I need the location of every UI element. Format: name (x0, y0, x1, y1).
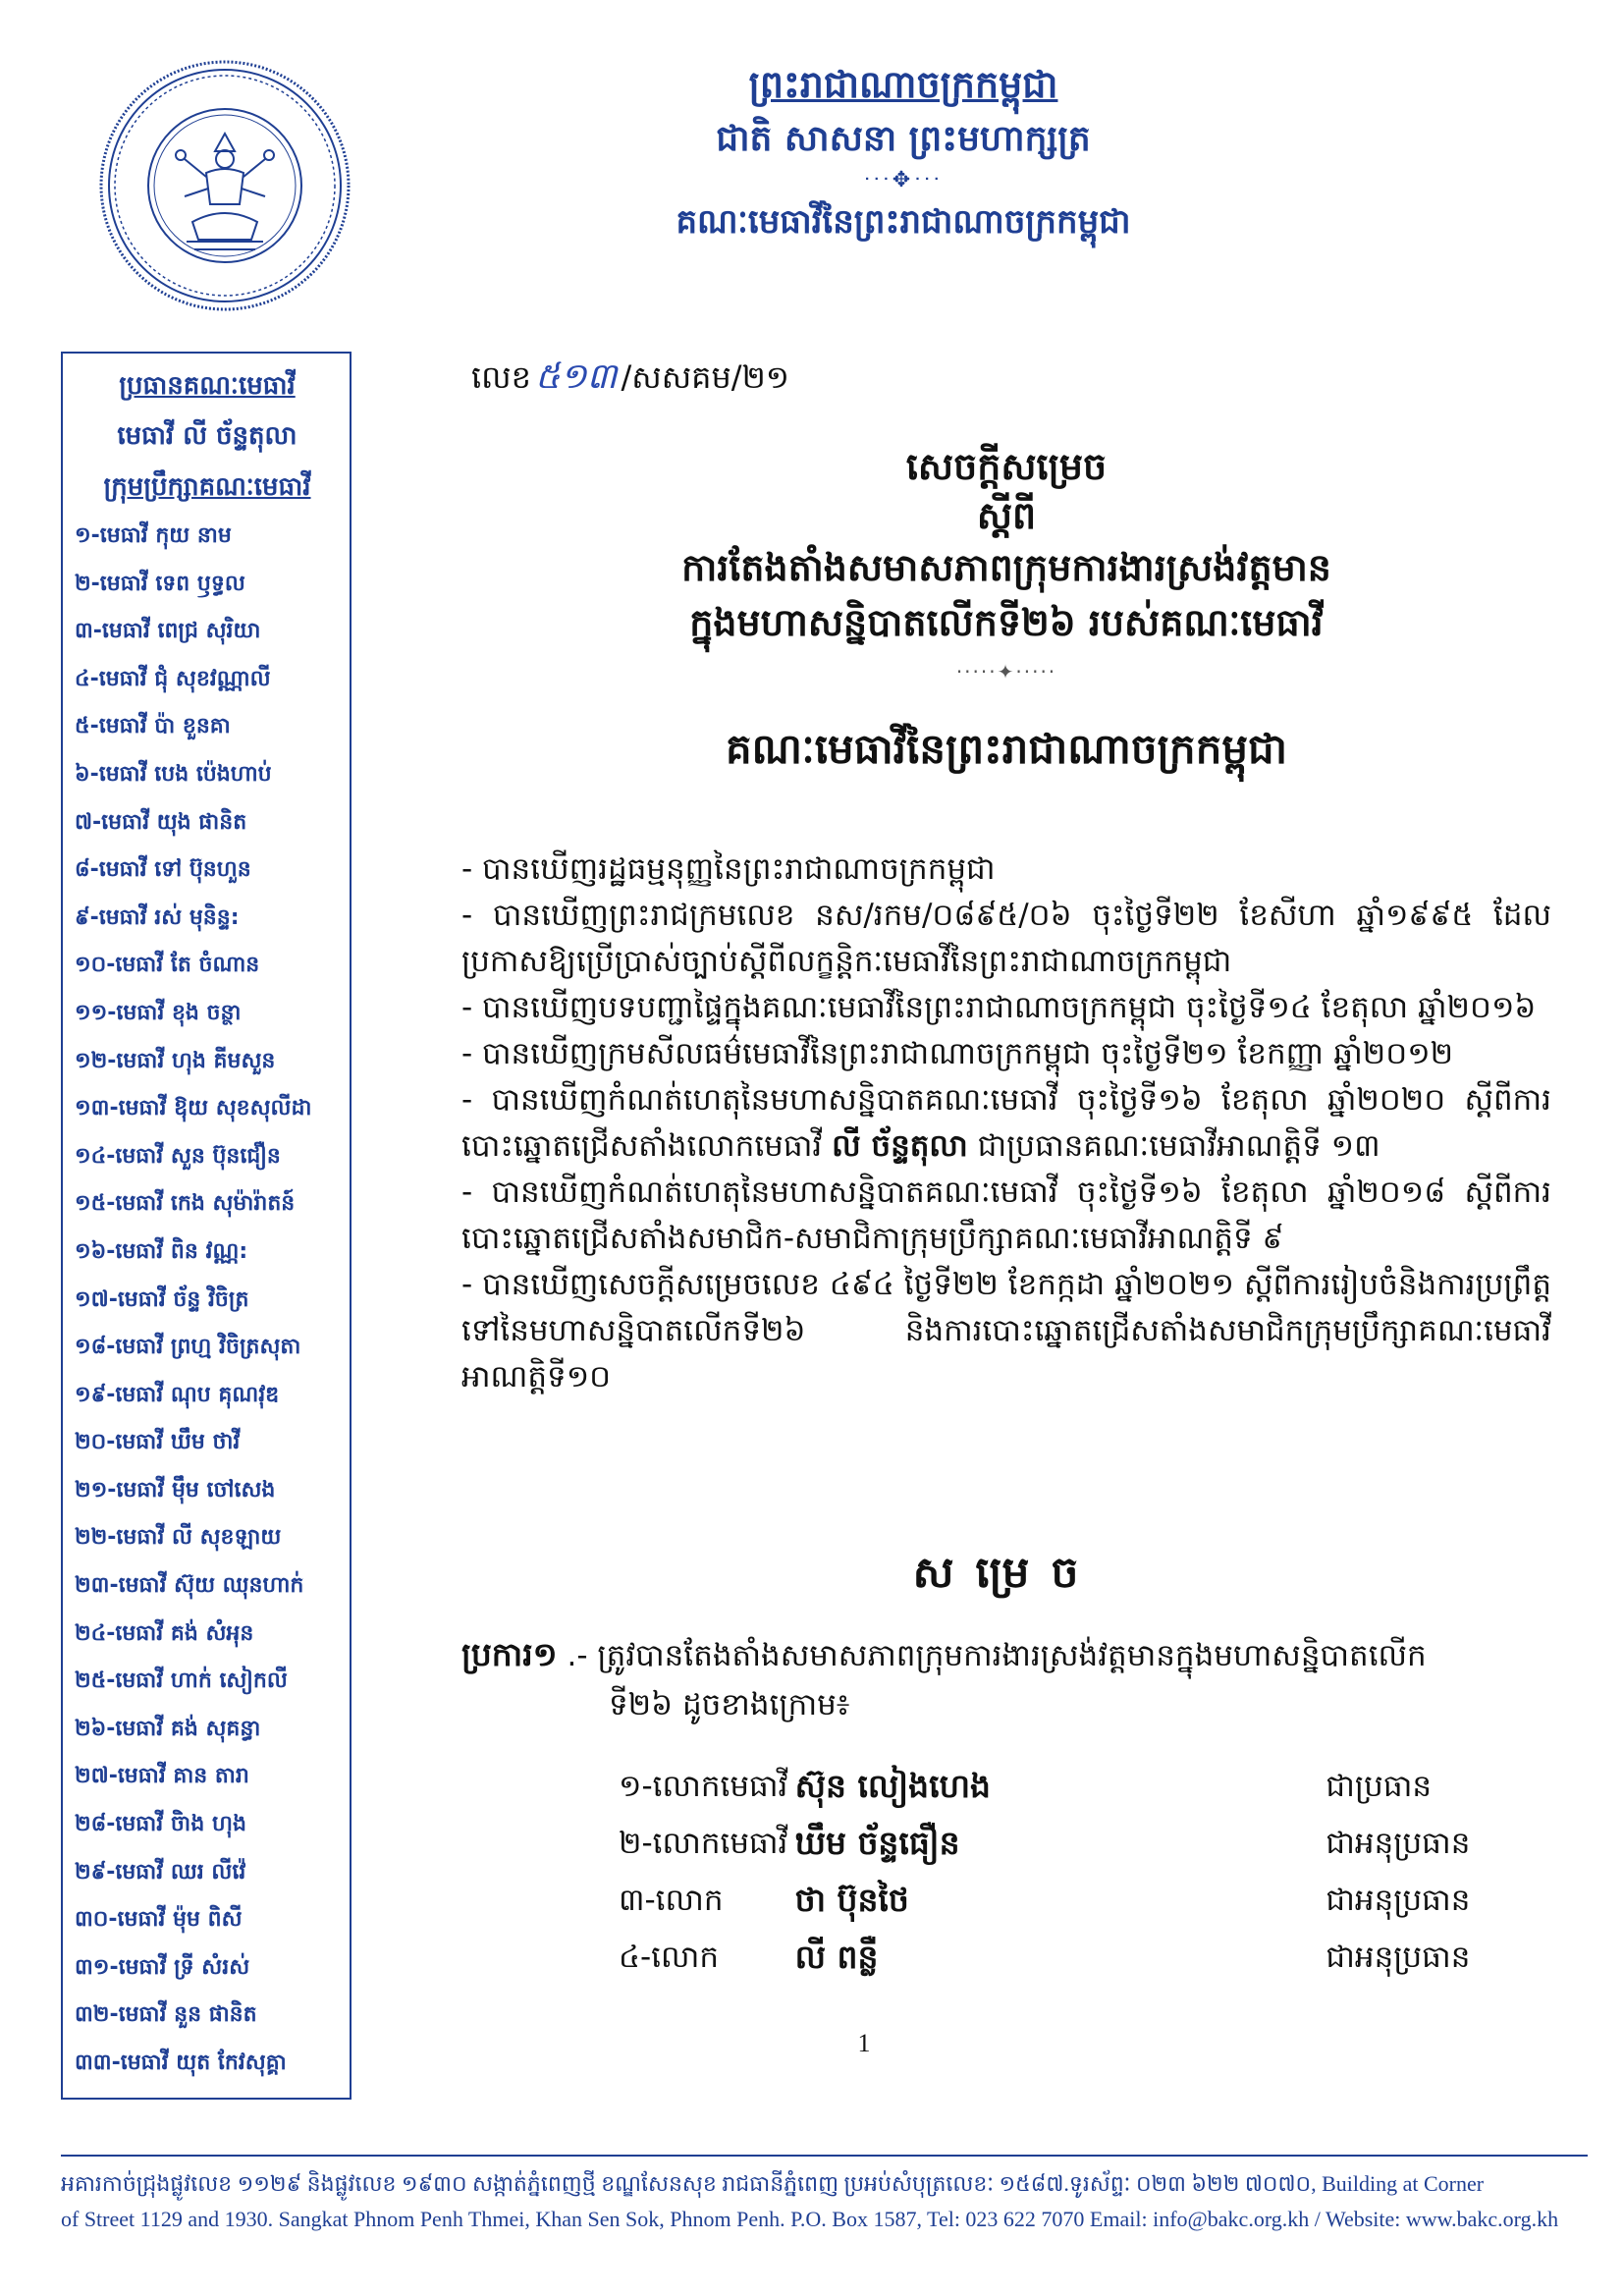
council-member: ៩-មេធាវី រស់ មុនិន្ទ: (75, 904, 240, 930)
council-member: ២៥-មេធាវី ហាក់ សៀកលី (75, 1668, 288, 1694)
council-member: ១១-មេធាវី ខុង ចន្ថា (75, 1000, 242, 1025)
article-text: ត្រូវបានតែងតាំងសមាសភាពក្រុមការងារស្រង់វត្តមានក្នុងមហាសន្និបាតលើក (597, 1638, 1427, 1673)
appointee-name: លី ពន្លឺ (794, 1938, 879, 1976)
appointee-role: ជាប្រធាន (1325, 1769, 1433, 1804)
council-member-list (75, 513, 340, 2088)
footer-line-1: អគារកាច់ជ្រុងផ្លូវលេខ ១១២៩ និងផ្លូវលេខ ១៩៣០ សង្កាត់ភ្នំពេញថ្មី ខណ្ឌសែនសុខ រាជធានីភ្នំពេញ ប្រអប់សំបុត្រលេខៈ ១៥៨៧.ទូរស័ព្ទៈ ០២៣ ៦២២ ៧០៧០, Building at Corner (61, 2171, 1485, 2196)
council-member: ២៨-មេធាវី ចិាង ហុង (75, 1812, 246, 1837)
council-sidebar (61, 352, 352, 2100)
council-heading: ក្រុមប្រឹក្សាគណៈមេធាវី (103, 472, 311, 502)
regarding-label: ស្តីពី (976, 494, 1037, 537)
council-member: ៨-មេធាវី ទៅ ប៊ុនហួន (75, 857, 251, 883)
council-member: ១៩-មេធាវី ណុប គុណវុឌ (75, 1382, 280, 1407)
council-member: ១៨-មេធាវី ព្រហ្ម វិចិត្រសុតា (75, 1335, 301, 1360)
consideration-item (461, 985, 1551, 1031)
issuing-authority: គណៈមេធាវីនៃព្រះរាជាណាចក្រកម្ពុជា (725, 725, 1288, 773)
appointee-prefix: ៤-លោក (619, 1940, 720, 1975)
appointee-name: ស៊ុន លៀងហេង (794, 1767, 991, 1805)
council-member: ២៣-មេធាវី ស៊ុយ ឈុនហាក់ (75, 1573, 304, 1599)
appointee-role: ជាអនុប្រធាន (1325, 1826, 1471, 1861)
council-member: ២៤-មេធាវី គង់ សំអុន (75, 1620, 254, 1646)
footer-address (61, 2166, 1588, 2237)
article-label: ប្រការ១ (461, 1635, 558, 1673)
organization-name: គណៈមេធាវីនៃព្រះរាជាណាចក្រកម្ពុជា (676, 202, 1131, 242)
page-number: 1 (857, 2029, 871, 2057)
consideration-item (461, 1077, 1551, 1170)
bar-association-seal (96, 57, 353, 314)
national-motto: ជាតិ សាសនា ព្រះមហាក្សត្រ (716, 119, 1091, 159)
consideration-text-continued: ជាប្រធានគណៈមេធាវីអាណត្តិទី ១៣ (967, 1128, 1380, 1164)
considerations-list (461, 847, 1551, 1400)
council-member: ១៤-មេធាវី សួន ប៊ុនជឿន (75, 1143, 281, 1169)
ornament-divider: ᐧᐧᐧ✥ᐧᐧᐧ (863, 168, 944, 192)
consideration-item (461, 1170, 1551, 1262)
council-member: ៣២-មេធាវី នួន ផានិត (75, 2002, 257, 2028)
appointee-prefix: ៣-លោក (619, 1883, 724, 1918)
council-member: ២៩-មេធាវី ឈរ លីវ៉េ (75, 1859, 246, 1885)
consideration-item (461, 893, 1551, 985)
council-member: ៦-មេធាវី បេង ប៉េងហាប់ (75, 761, 272, 787)
council-member: ៣៣-មេធាវី យុត កែវសុគ្គា (75, 2050, 287, 2075)
article-1 (461, 1630, 1551, 1729)
letterhead (550, 57, 1257, 249)
council-member: ៣១-មេធាវី ទ្រី សំរស់ (75, 1954, 250, 1980)
council-member: ២៧-មេធាវី គាន តារា (75, 1764, 249, 1789)
consideration-item (461, 1262, 1551, 1400)
subject-line-1: ការតែងតាំងសមាសភាពក្រុមការងារស្រង់វត្តមាន (681, 546, 1331, 589)
council-member: ២១-មេធាវី ម៉ឹម ចៅសេង (75, 1477, 276, 1503)
consideration-text: - បានឃើញកំណត់ហេតុនៃមហាសន្និបាតគណៈមេធាវី ចុះថ្ងៃទី១៦ ខែតុលា ឆ្នាំ២០១៨ ស្តីពីការបោះឆ្នោតជ្រើសតាំងសមាជិក-សមាជិកាក្រុមប្រឹក្សាគណៈមេធាវីអាណត្តិទី ៩ (461, 1175, 1551, 1256)
title-divider: ·····✦····· (955, 660, 1057, 683)
council-member: ៧-មេធាវី យុង ផានិត (75, 809, 247, 835)
footer-divider (61, 2155, 1588, 2157)
council-member: ២-មេធាវី ទេព ឫទ្ធល (75, 571, 245, 596)
council-member: ១២-មេធាវី ហុង គីមសួន (75, 1048, 276, 1073)
president-name: មេធាវី លី ច័ន្ទតុលា (117, 421, 298, 451)
footer-line-2: of Street 1129 and 1930. Sangkat Phnom Penh Thmei, Khan Sen Sok, Phnom Penh. P.O. Box 1587, Tel: 023 622 7070 Email: info@bakc.org.kh / Website: www.bakc.org.kh (61, 2207, 1559, 2231)
council-member: ១៦-មេធាវី ពិន វណ្ណ: (75, 1238, 248, 1264)
appointee-name: ថា ប៊ុនថៃ (794, 1881, 909, 1919)
council-member: ៣-មេធាវី ពេជ្រ សុរិយា (75, 619, 261, 644)
consideration-text: - បានឃើញព្រះរាជក្រមលេខ នស/រកម/០៨៩៥/០៦ ចុះថ្ងៃទី២២ ខែសីហា ឆ្នាំ១៩៩៥ ដែលប្រកាសឱ្យប្រើប្រាស់ច្បាប់ស្តីពីលក្ខន្តិកៈមេធាវីនៃព្រះរាជាណាចក្រកម្ពុជា (461, 898, 1551, 979)
decision-heading: សេចក្តីសម្រេច (905, 445, 1108, 488)
appointee-row (619, 1929, 1502, 1986)
appointee-role: ជាអនុប្រធាន (1325, 1940, 1471, 1975)
article-text-continuation: ទី២៦ ដូចខាងក្រោម៖ (609, 1687, 850, 1722)
council-member: ២២-មេធាវី លី សុខឡាយ (75, 1525, 282, 1551)
council-member: ២០-មេធាវី ឃឹម ថាវី (75, 1430, 241, 1455)
council-member: ៥-មេធាវី ប៉ា ខួនគា (75, 714, 231, 739)
council-member: ២៦-មេធាវី គង់ សុគន្ធា (75, 1716, 261, 1741)
number-prefix: លេខ (471, 358, 531, 396)
decides-heading: សម្រេច (912, 1548, 1101, 1598)
president-heading: ប្រធានគណៈមេធាវី (119, 371, 296, 401)
highlighted-name: លី ច័ន្ទតុលា (832, 1128, 968, 1164)
consideration-item (461, 847, 1551, 893)
number-suffix: /សសគម/២១ (621, 358, 789, 396)
appointee-prefix: ១-លោកមេធាវី (619, 1769, 788, 1804)
consideration-item (461, 1031, 1551, 1077)
seal-emblem (96, 57, 353, 314)
handwritten-number: ៥១៣ (534, 356, 618, 397)
consideration-text: - បានឃើញបទបញ្ជាផ្ទៃក្នុងគណៈមេធាវីនៃព្រះរាជាណាចក្រកម្ពុជា ចុះថ្ងៃទី១៤ ខែតុលា ឆ្នាំ២០១៦ (461, 990, 1537, 1025)
council-member: ១-មេធាវី កុយ នាម (75, 523, 232, 548)
council-member: ១០-មេធាវី តែ ចំណាន (75, 953, 260, 978)
consideration-text: - បានឃើញរដ្ឋធម្មនុញ្ញនៃព្រះរាជាណាចក្រកម្ពុជា (461, 851, 996, 887)
consideration-text: - បានឃើញកំណត់ហេតុនៃមហាសន្និបាតគណៈមេធាវី ចុះថ្ងៃទី១៦ ខែតុលា ឆ្នាំ២០២០ ស្តីពីការបោះឆ្នោតជ្រើសតាំងលោកមេធាវី (461, 1082, 1551, 1164)
decision-title-block (461, 442, 1551, 784)
council-member: ១៥-មេធាវី កេង សុម៉ារ៉ាតន៍ (75, 1191, 296, 1217)
appointee-row (619, 1815, 1502, 1872)
appointee-list (619, 1758, 1502, 1986)
subject-line-2: ក្នុងមហាសន្និបាតលើកទី២៦ របស់គណៈមេធាវី (689, 601, 1324, 644)
appointee-name: ឃឹម ច័ន្ទធឿន (794, 1824, 960, 1862)
appointee-prefix: ២-លោកមេធាវី (619, 1826, 788, 1861)
consideration-text: - បានឃើញសេចក្តីសម្រេចលេខ ៤៩៤ ថ្ងៃទី២២ ខែកក្កដា ឆ្នាំ២០២១ ស្តីពីការរៀបចំនិងការប្រព្រឹត្តទៅនៃមហាសន្និបាតលើកទី២៦ និងការបោះឆ្នោតជ្រើសតាំងសមាជិកក្រុមប្រឹក្សាគណៈមេធាវីអាណត្តិទី១០ (461, 1267, 1551, 1394)
article-separator: .- (557, 1638, 598, 1673)
council-member: ១៧-មេធាវី ច័ន្ទ វិចិត្រ (75, 1286, 249, 1312)
council-member: ៣០-មេធាវី ម៉ុម ពិសី (75, 1907, 243, 1933)
document-number (471, 354, 789, 401)
consideration-text: - បានឃើញក្រមសីលធម៌មេធាវីនៃព្រះរាជាណាចក្រកម្ពុជា ចុះថ្ងៃទី២១ ខែកញ្ញា ឆ្នាំ២០១២ (461, 1036, 1454, 1071)
council-member: ៤-មេធាវី ជុំ សុខវណ្ណាលី (75, 666, 271, 691)
kingdom-title: ព្រះរាជាណាចក្រកម្ពុជា (748, 63, 1058, 106)
appointee-row (619, 1758, 1502, 1815)
council-member: ១៣-មេធាវី ឱុយ សុខសុលីដា (75, 1096, 312, 1121)
appointee-row (619, 1872, 1502, 1929)
appointee-role: ជាអនុប្រធាន (1325, 1883, 1471, 1918)
